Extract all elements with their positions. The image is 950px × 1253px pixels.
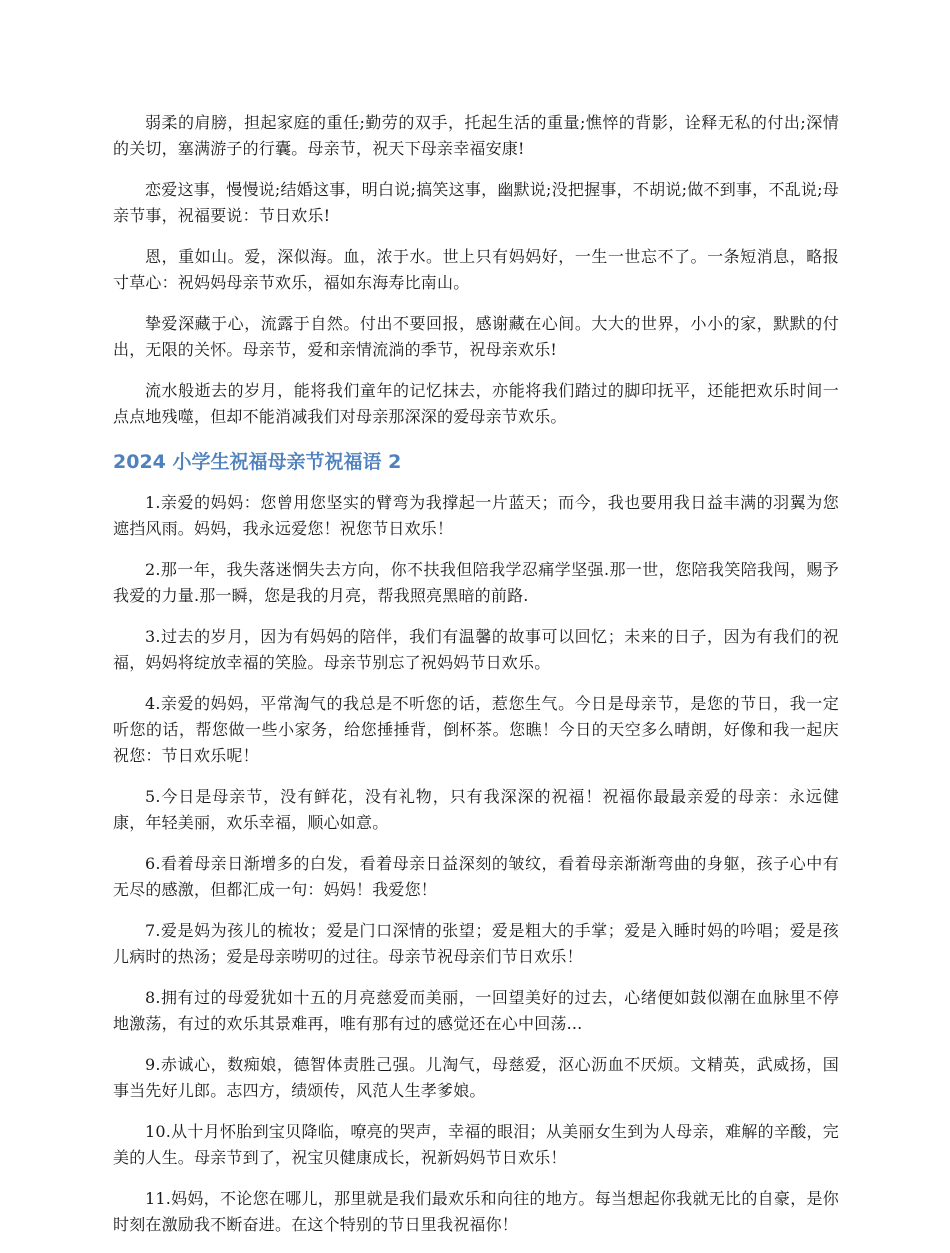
numbered-paragraph-6: 6.看着母亲日渐增多的白发，看着母亲日益深刻的皱纹，看着母亲渐渐弯曲的身躯，孩子心中有无尽的感激，但都汇成一句：妈妈！我爱您！ — [113, 854, 839, 899]
numbered-paragraph-5: 5.今日是母亲节，没有鲜花，没有礼物，只有我深深的祝福！祝福你最最亲爱的母亲：永远健康，年轻美丽，欢乐幸福，顺心如意。 — [113, 787, 839, 832]
numbered-paragraph-10: 10.从十月怀胎到宝贝降临，嘹亮的哭声，幸福的眼泪；从美丽女生到为人母亲，难解的辛酸，完美的人生。母亲节到了，祝宝贝健康成长，祝新妈妈节日欢乐！ — [113, 1122, 839, 1167]
numbered-paragraph-8: 8.拥有过的母爱犹如十五的月亮慈爱而美丽，一回望美好的过去，心绪便如鼓似潮在血脉里不停地激荡，有过的欢乐其景难再，唯有那有过的感觉还在心中回荡... — [113, 988, 839, 1033]
intro-paragraph-3: 恩，重如山。爱，深似海。血，浓于水。世上只有妈妈好，一生一世忘不了。一条短消息，略报寸草心：祝妈妈母亲节欢乐，福如东海寿比南山。 — [113, 247, 839, 292]
intro-paragraph-4: 挚爱深藏于心，流露于自然。付出不要回报，感谢藏在心间。大大的世界，小小的家，默默的付出，无限的关怀。母亲节，爱和亲情流淌的季节，祝母亲欢乐! — [113, 314, 839, 359]
numbered-paragraph-3: 3.过去的岁月，因为有妈妈的陪伴，我们有温馨的故事可以回忆；未来的日子，因为有我们的祝福，妈妈将绽放幸福的笑脸。母亲节别忘了祝妈妈节日欢乐。 — [113, 627, 839, 672]
numbered-paragraph-11: 11.妈妈，不论您在哪儿，那里就是我们最欢乐和向往的地方。每当想起你我就无比的自豪，是你时刻在激励我不断奋进。在这个特别的节日里我祝福你！ — [113, 1189, 839, 1234]
document-page — [113, 110, 839, 1253]
numbered-paragraph-4: 4.亲爱的妈妈，平常淘气的我总是不听您的话，惹您生气。今日是母亲节，是您的节日，我一定听您的话，帮您做一些小家务，给您捶捶背，倒杯茶。您瞧！今日的天空多么晴朗，好像和我一起庆祝您：节日欢乐呢！ — [113, 694, 839, 765]
intro-paragraph-1: 弱柔的肩膀，担起家庭的重任;勤劳的双手，托起生活的重量;憔悴的背影，诠释无私的付出;深情的关切，塞满游子的行囊。母亲节，祝天下母亲幸福安康! — [113, 113, 839, 158]
intro-paragraph-2: 恋爱这事，慢慢说;结婚这事，明白说;搞笑这事，幽默说;没把握事，不胡说;做不到事，不乱说;母亲节事，祝福要说：节日欢乐! — [113, 180, 839, 225]
numbered-paragraph-7: 7.爱是妈为孩儿的梳妆；爱是门口深情的张望；爱是粗大的手掌；爱是入睡时妈的吟唱；爱是孩儿病时的热汤；爱是母亲唠叨的过往。母亲节祝母亲们节日欢乐！ — [113, 921, 839, 966]
intro-paragraph-5: 流水般逝去的岁月，能将我们童年的记忆抹去，亦能将我们踏过的脚印抚平，还能把欢乐时间一点点地残噬，但却不能消减我们对母亲那深深的爱母亲节欢乐。 — [113, 381, 839, 426]
numbered-paragraph-9: 9.赤诚心，数痴娘，德智体责胜己强。儿淘气，母慈爱，沤心沥血不厌烦。文精英，武威扬，国事当先好儿郎。志四方，绩颂传，风范人生孝爹娘。 — [113, 1055, 839, 1100]
numbered-paragraph-2: 2.那一年，我失落迷惘失去方向，你不扶我但陪我学忍痛学坚强.那一世，您陪我笑陪我闯，赐予我爱的力量.那一瞬，您是我的月亮，帮我照亮黑暗的前路. — [113, 560, 839, 605]
numbered-paragraph-1: 1.亲爱的妈妈：您曾用您坚实的臂弯为我撑起一片蓝天；而今，我也要用我日益丰满的羽翼为您遮挡风雨。妈妈，我永远爱您！祝您节日欢乐！ — [113, 493, 839, 538]
section-heading: 2024 小学生祝福母亲节祝福语 2 — [113, 451, 402, 473]
